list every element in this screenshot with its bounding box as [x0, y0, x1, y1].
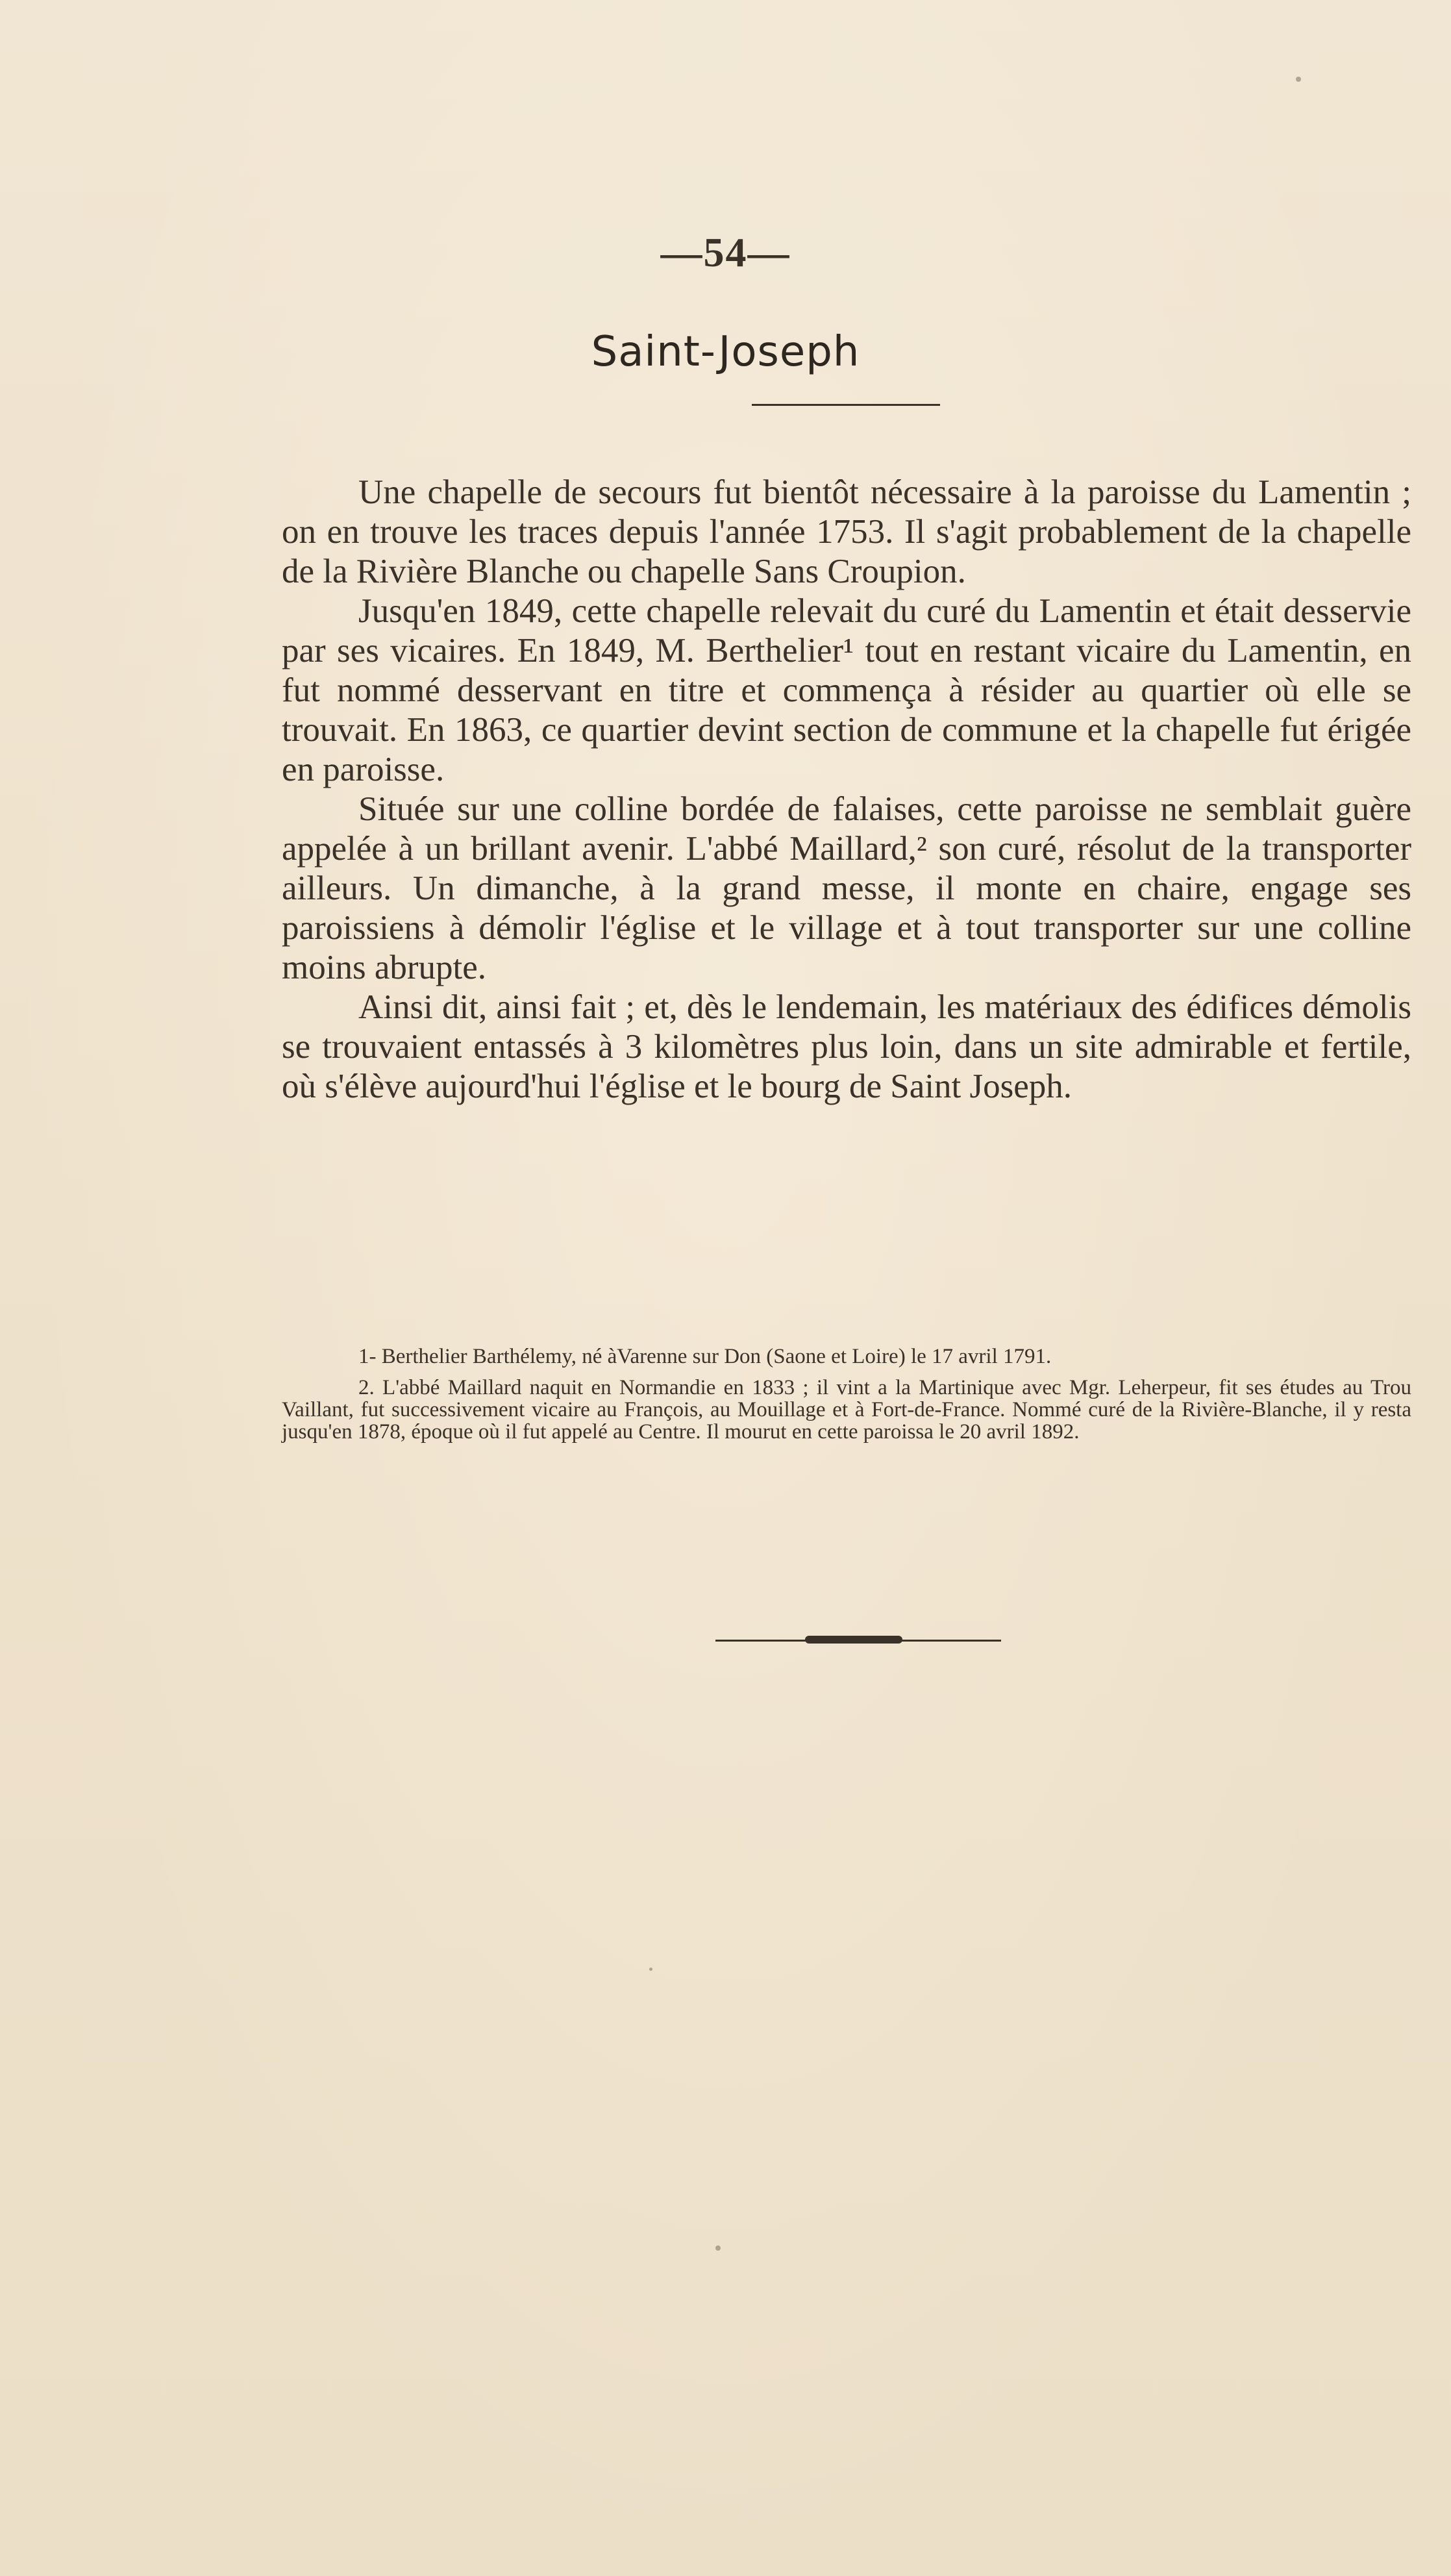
paragraph: Jusqu'en 1849, cette chapelle relevait du curé du Lamentin et était desservie par ses vicaires. En 1849, M. Berthelier¹ tout en restant vicaire du Lamentin, en fut nommé desservant en titre et commença à résider au quartier où elle se trouvait. En 1863, ce quartier devint section de commune et la chapelle fut érigée en paroisse. [282, 592, 1411, 788]
footnotes [282, 1345, 1411, 1452]
paragraph: Située sur une colline bordée de falaises, cette paroisse ne semblait guère appelée à un brillant avenir. L'abbé Maillard,² son curé, résolut de la transporter ailleurs. Un dimanche, à la grand messe, il monte en chaire, engage ses paroissiens à démolir l'église et le village et à tout transporter sur une colline moins abrupte. [282, 790, 1411, 986]
paper-speck [649, 1968, 652, 1971]
footnote: 1- Berthelier Barthélemy, né àVarenne sur Don (Saone et Loire) le 17 avril 1791. [358, 1345, 1052, 1368]
title-underline [752, 404, 940, 406]
body-text [282, 473, 1411, 1107]
paper-speck [715, 2245, 721, 2251]
paragraph: Ainsi dit, ainsi fait ; et, dès le lendemain, les matériaux des édifices démolis se trouvaient entassés à 3 kilomètres plus loin, dans un site admirable et fertile, où s'élève aujourd'hui l'église et le bourg de Saint Joseph. [282, 988, 1411, 1105]
end-divider-ornament [805, 1636, 902, 1644]
paper-speck [1296, 77, 1301, 82]
paragraph: Une chapelle de secours fut bientôt nécessaire à la paroisse du Lamentin ; on en trouve les traces depuis l'année 1753. Il s'agit probablement de la chapelle de la Rivière Blanche ou chapelle Sans Croupion. [282, 473, 1411, 590]
footnote: 2. L'abbé Maillard naquit en Normandie en 1833 ; il vint a la Martinique avec Mgr. Leherpeur, fit ses études au Trou Vaillant, fut successivement vicaire au François, au Mouillage et à Fort-de-France. Nommé curé de la Rivière-Blanche, il y resta jusqu'en 1878, époque où il fut appelé au Centre. Il mourut en cette paroissa le 20 avril 1892. [282, 1376, 1411, 1444]
page-number: —54— [660, 229, 791, 275]
page-title: Saint-Joseph [591, 328, 860, 376]
